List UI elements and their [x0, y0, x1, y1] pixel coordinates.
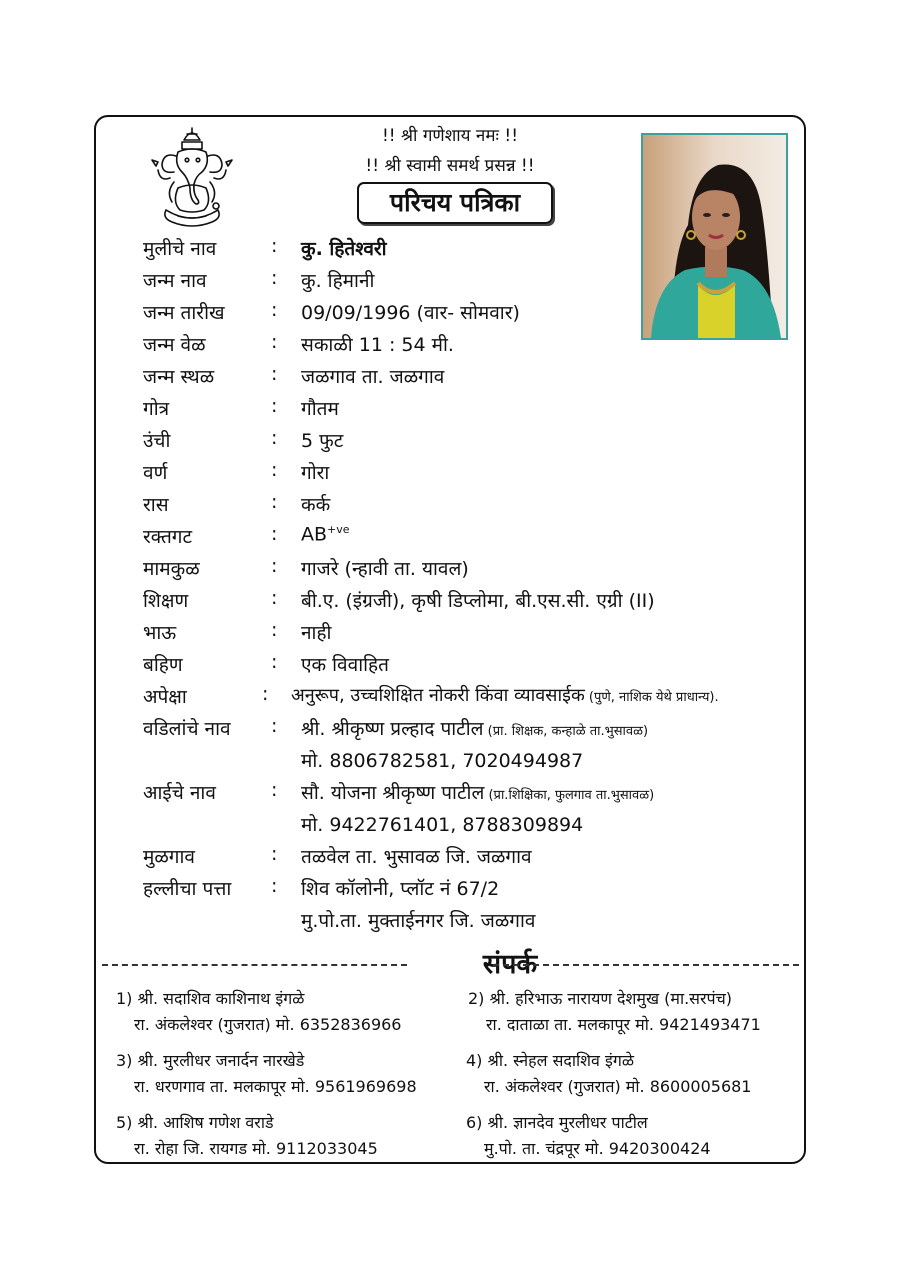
detail-row-continued	[0, 811, 908, 843]
detail-label: अपेक्षा	[143, 686, 187, 708]
detail-value: कर्क	[301, 494, 331, 516]
detail-row	[0, 875, 908, 907]
detail-value: शिव कॉलोनी, प्लॉट नं 67/2	[301, 878, 500, 900]
detail-row	[0, 683, 908, 715]
detail-label: हल्लीचा पत्ता	[143, 878, 232, 900]
invocation-ganesh: !! श्री गणेशाय नमः !!	[381, 126, 519, 146]
detail-row	[0, 459, 908, 491]
contact-divider	[100, 944, 802, 984]
contact-info: मु.पो. ता. चंद्रपूर मो. 9420300424	[484, 1139, 711, 1158]
detail-row	[0, 491, 908, 523]
contact-name: 5) श्री. आशिष गणेश वराडे	[116, 1113, 274, 1132]
detail-label: रास	[143, 494, 169, 516]
contact-info: रा. अंकलेश्वर (गुजरात) मो. 6352836966	[134, 1015, 402, 1034]
detail-value-line2: मो. 8806782581, 7020494987	[301, 750, 584, 772]
detail-label: शिक्षण	[143, 590, 189, 612]
detail-label: जन्म वेळ	[143, 334, 206, 356]
detail-colon: :	[271, 491, 278, 513]
detail-colon: :	[262, 683, 269, 705]
detail-label: मुलीचे नाव	[143, 238, 217, 260]
detail-row	[0, 427, 908, 459]
detail-row	[0, 299, 908, 331]
detail-row	[0, 331, 908, 363]
detail-row	[0, 715, 908, 747]
divider-right	[493, 964, 799, 966]
detail-colon: :	[271, 715, 278, 737]
detail-row	[0, 267, 908, 299]
detail-value: गौतम	[301, 398, 339, 420]
detail-colon: :	[271, 651, 278, 673]
detail-label: जन्म नाव	[143, 270, 207, 292]
detail-value-line2: मो. 9422761401, 8788309894	[301, 814, 584, 836]
invocation-swami: !! श्री स्वामी समर्थ प्रसन्न !!	[365, 156, 535, 176]
detail-value: कु. हितेश्वरी	[301, 238, 387, 260]
detail-note: (प्रा. शिक्षक, कन्हाळे ता.भुसावळ)	[483, 724, 649, 739]
detail-colon: :	[271, 555, 278, 577]
detail-colon: :	[271, 843, 278, 865]
contact-title: संपर्क	[482, 949, 538, 980]
detail-value: जळगाव ता. जळगाव	[301, 366, 445, 388]
contact-name: 4) श्री. स्नेहल सदाशिव इंगळे	[466, 1051, 635, 1070]
detail-colon: :	[271, 363, 278, 385]
detail-note: (पुणे, नाशिक येथे प्राधान्य).	[584, 690, 719, 705]
detail-value: $AB^{+ve}$	[301, 523, 350, 546]
detail-colon: :	[271, 619, 278, 641]
detail-row	[0, 555, 908, 587]
detail-value: श्री. श्रीकृष्ण प्रल्हाद पाटील (प्रा. शिक्षक, कन्हाळे ता.भुसावळ)	[301, 718, 649, 740]
detail-value: सौ. योजना श्रीकृष्ण पाटील (प्रा.शिक्षिका, फुलगाव ता.भुसावळ)	[301, 782, 655, 804]
detail-label: भाऊ	[143, 622, 177, 644]
detail-row	[0, 779, 908, 811]
detail-row	[0, 587, 908, 619]
detail-value: गोरा	[301, 462, 330, 484]
detail-colon: :	[271, 299, 278, 321]
detail-row	[0, 651, 908, 683]
contact-name: 3) श्री. मुरलीधर जनार्दन नारखेडे	[116, 1051, 305, 1070]
detail-label: रक्तगट	[143, 526, 193, 548]
detail-label: बहिण	[143, 654, 183, 676]
detail-colon: :	[271, 459, 278, 481]
contact-name: 2) श्री. हरिभाऊ नारायण देशमुख (मा.सरपंच)	[468, 989, 733, 1008]
detail-value: नाही	[301, 622, 332, 644]
detail-colon: :	[271, 875, 278, 897]
ganesha-icon	[148, 122, 236, 230]
contact-info: रा. अंकलेश्वर (गुजरात) मो. 8600005681	[484, 1077, 752, 1096]
detail-colon: :	[271, 331, 278, 353]
contact-name: 1) श्री. सदाशिव काशिनाथ इंगळे	[116, 989, 305, 1008]
detail-row	[0, 843, 908, 875]
divider-left	[102, 964, 407, 966]
detail-label: उंची	[143, 430, 171, 452]
detail-row	[0, 395, 908, 427]
detail-label: वर्ण	[143, 462, 168, 484]
detail-value: 5 फुट	[301, 430, 344, 452]
detail-value: बी.ए. (इंग्रजी), कृषी डिप्लोमा, बी.एस.सी. एग्री (II)	[301, 590, 655, 612]
detail-row-continued	[0, 747, 908, 779]
detail-value: तळवेल ता. भुसावळ जि. जळगाव	[301, 846, 532, 868]
detail-row	[0, 523, 908, 555]
detail-colon: :	[271, 427, 278, 449]
contact-info: रा. धरणगाव ता. मलकापूर मो. 9561969698	[134, 1077, 417, 1096]
detail-label: गोत्र	[143, 398, 170, 420]
detail-value-sup: +ve	[327, 523, 350, 536]
page-title: परिचय पत्रिका	[357, 182, 553, 224]
detail-label: जन्म तारीख	[143, 302, 225, 324]
detail-row	[0, 363, 908, 395]
detail-row	[0, 619, 908, 651]
detail-value: 09/09/1996 (वार- सोमवार)	[301, 302, 520, 324]
detail-value: गाजरे (न्हावी ता. यावल)	[301, 558, 469, 580]
detail-label: मुळगाव	[143, 846, 195, 868]
detail-colon: :	[271, 779, 278, 801]
detail-colon: :	[271, 267, 278, 289]
contact-name: 6) श्री. ज्ञानदेव मुरलीधर पाटील	[466, 1113, 648, 1132]
detail-row	[0, 235, 908, 267]
detail-colon: :	[271, 587, 278, 609]
detail-value: एक विवाहित	[301, 654, 389, 676]
detail-colon: :	[271, 523, 278, 545]
detail-label: वडिलांचे नाव	[143, 718, 231, 740]
detail-colon: :	[271, 395, 278, 417]
detail-note: (प्रा.शिक्षिका, फुलगाव ता.भुसावळ)	[484, 788, 655, 803]
detail-label: जन्म स्थळ	[143, 366, 215, 388]
detail-value: सकाळी 11 : 54 मी.	[301, 334, 454, 356]
contact-info: रा. रोहा जि. रायगड मो. 9112033045	[134, 1139, 378, 1158]
contact-info: रा. दाताळा ता. मलकापूर मो. 9421493471	[486, 1015, 761, 1034]
detail-value-line2: मु.पो.ता. मुक्ताईनगर जि. जळगाव	[301, 910, 536, 932]
detail-label: आईचे नाव	[143, 782, 216, 804]
detail-row-continued	[0, 907, 908, 939]
detail-value: अनुरूप, उच्चशिक्षित नोकरी किंवा व्यावसाईक (पुणे, नाशिक येथे प्राधान्य).	[291, 685, 719, 706]
detail-label: मामकुळ	[143, 558, 200, 580]
detail-value: कु. हिमानी	[301, 270, 375, 292]
detail-colon: :	[271, 235, 278, 257]
